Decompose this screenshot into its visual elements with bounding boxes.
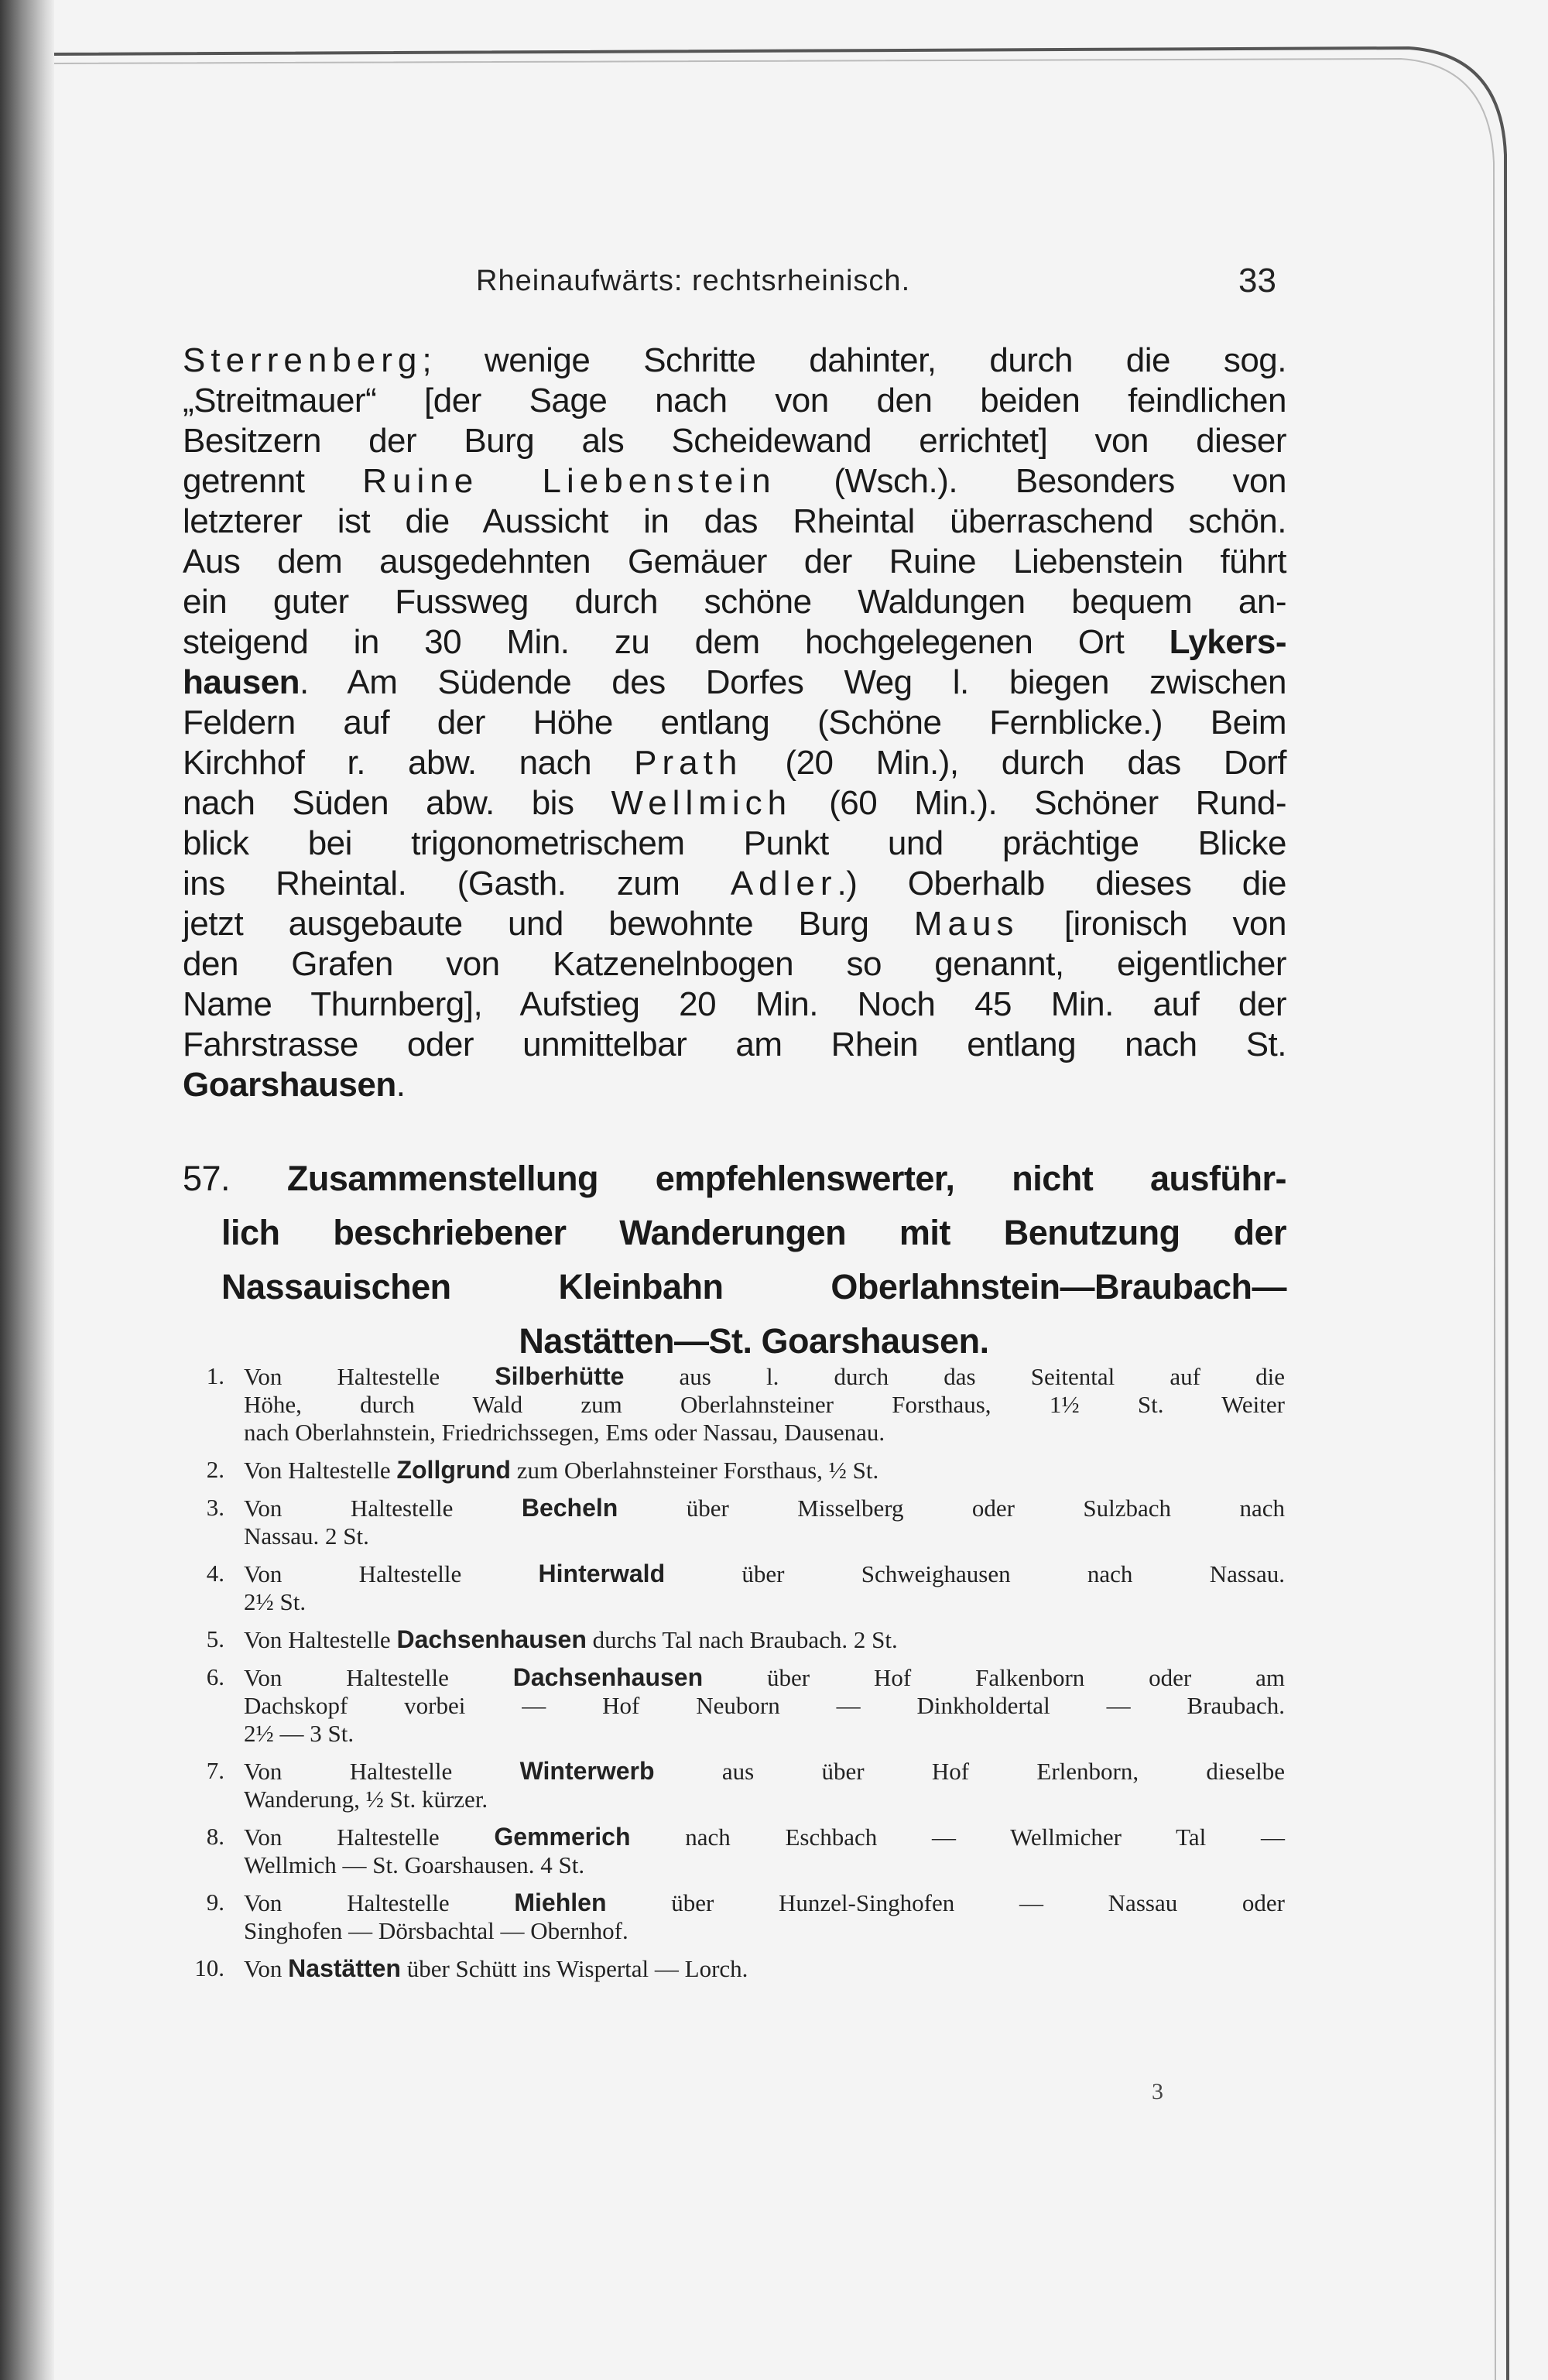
page-header: [0, 262, 1548, 311]
text-run: (Wsch.). Besonders von: [776, 462, 1286, 500]
text-run: Feldern auf der Höhe entlang (Schöne Fernblicke.) Beim: [183, 704, 1286, 741]
text-line: [244, 1522, 1285, 1550]
text-line: [244, 1560, 1285, 1588]
text-run: Singhofen — Dörsbachtal — Obernhof.: [244, 1917, 628, 1944]
text-line: [183, 864, 1286, 904]
item-number: 5.: [206, 1625, 224, 1652]
text-run: jetzt ausgebaute und bewohnte Burg: [183, 905, 914, 943]
text-run: .: [396, 1066, 406, 1104]
text-line: [244, 1494, 1285, 1522]
text-line: [244, 1391, 1285, 1419]
text-line: [244, 1889, 1285, 1917]
text-run: Besitzern der Burg als Scheidewand errichtet] von dieser: [183, 422, 1286, 460]
body-paragraph: [183, 341, 1286, 1105]
text-run: Von Haltestelle: [244, 1824, 495, 1851]
text-run: Von Haltestelle: [244, 1363, 495, 1390]
item-number: 6.: [206, 1663, 224, 1690]
text-run: Von Haltestelle: [244, 1889, 515, 1916]
text-line: [183, 542, 1286, 582]
text-run: [ironisch von: [1019, 905, 1286, 943]
spaced-emphasis: Maus: [913, 905, 1019, 943]
list-item: [186, 1560, 1285, 1616]
list-item: [186, 1757, 1285, 1813]
text-run: Dachskopf vorbei — Hof Neuborn — Dinkholdertal — Braubach.: [244, 1692, 1285, 1719]
text-run: Von Haltestelle: [244, 1560, 539, 1587]
bold-text: Winterwerb: [519, 1757, 655, 1785]
text-run: über Schweighausen nach Nassau.: [665, 1560, 1285, 1587]
text-run: .) Oberhalb dieses die: [837, 865, 1286, 902]
signature-mark: 3: [1152, 2079, 1163, 2104]
text-line: [183, 663, 1286, 703]
text-line: [244, 1917, 1285, 1945]
list-item: [186, 1625, 1285, 1654]
text-run: nach Eschbach — Wellmicher Tal —: [630, 1824, 1285, 1851]
text-run: 2½ St.: [244, 1588, 307, 1615]
bold-text: Hinterwald: [538, 1560, 666, 1587]
text-line: [183, 985, 1286, 1025]
text-line: [244, 1588, 1285, 1616]
text-run: aus l. durch das Seitental auf die: [624, 1363, 1285, 1390]
text-run: zum Oberlahnsteiner Forsthaus, ½ St.: [510, 1457, 879, 1484]
text-line: [244, 1456, 1285, 1485]
text-run: (60 Min.). Schöner Rund-: [792, 784, 1286, 822]
spaced-emphasis: Sterrenberg: [183, 341, 423, 379]
text-line: [183, 824, 1286, 864]
text-line: [183, 703, 1286, 743]
text-line: [183, 341, 1286, 381]
text-line: [244, 1625, 1285, 1654]
list-item: [186, 1823, 1285, 1879]
running-title: Rheinaufwärts: rechtsrheinisch.: [476, 265, 911, 297]
text-run: ; wenige Schritte dahinter, durch die sog.: [422, 341, 1286, 379]
text-line: [183, 1065, 1286, 1105]
bold-text: Dachsenhausen: [512, 1663, 704, 1691]
text-run: getrennt: [183, 462, 363, 500]
text-run: durchs Tal nach Braubach. 2 St.: [586, 1626, 898, 1653]
text-run: Nassau. 2 St.: [244, 1522, 369, 1550]
heading-line: Nastätten—St. Goarshausen.: [519, 1321, 989, 1361]
spaced-emphasis: Prath: [634, 744, 743, 782]
heading-line: Nassauischen Kleinbahn Oberlahnstein—Braubach—: [221, 1267, 1286, 1306]
text-run: Wellmich — St. Goarshausen. 4 St.: [244, 1851, 585, 1878]
text-line: [183, 783, 1286, 824]
text-line: [183, 1025, 1286, 1065]
text-run: über Schütt ins Wispertal — Lorch.: [400, 1955, 748, 1982]
item-number: 2.: [206, 1456, 224, 1483]
text-run: Von Haltestelle: [244, 1664, 513, 1691]
text-run: Höhe, durch Wald zum Oberlahnsteiner Forsthaus, 1½ St. Weiter: [244, 1391, 1285, 1418]
text-run: steigend in 30 Min. zu dem hochgelegenen Ort: [183, 623, 1170, 661]
section-number: 57.: [183, 1159, 231, 1198]
text-line: [183, 582, 1286, 622]
item-number: 4.: [206, 1560, 224, 1587]
text-line: [183, 461, 1286, 502]
list-item: [186, 1663, 1285, 1748]
text-run: Kirchhof r. abw. nach: [183, 744, 635, 782]
bold-text: Lykers-: [1169, 623, 1286, 661]
text-run: über Hunzel-Singhofen — Nassau oder: [606, 1889, 1285, 1916]
bold-text: Gemmerich: [494, 1823, 631, 1851]
text-run: Von Haltestelle: [244, 1626, 397, 1653]
text-run: blick bei trigonometrischem Punkt und prächtige Blicke: [183, 824, 1286, 862]
text-run: aus über Hof Erlenborn, dieselbe: [654, 1758, 1285, 1785]
text-run: über Misselberg oder Sulzbach nach: [618, 1495, 1286, 1522]
bold-text: Nastätten: [288, 1954, 401, 1982]
list-item: [186, 1494, 1285, 1550]
text-line: [244, 1419, 1285, 1447]
section-heading: [183, 1152, 1286, 1368]
spaced-emphasis: Adler: [730, 865, 837, 902]
text-run: Aus dem ausgedehnten Gemäuer der Ruine Liebenstein führt: [183, 543, 1286, 580]
text-line: [183, 904, 1286, 944]
text-line: [183, 502, 1286, 542]
text-run: Von: [244, 1955, 289, 1982]
bold-text: Miehlen: [514, 1889, 607, 1916]
bold-text: hausen: [183, 663, 300, 701]
text-line: [244, 1362, 1285, 1391]
heading-line: Zusammenstellung empfehlenswerter, nicht ausführ-: [286, 1159, 1286, 1198]
list-item: [186, 1362, 1285, 1447]
list-item: [186, 1456, 1285, 1485]
item-number: 8.: [206, 1823, 224, 1850]
text-line: [244, 1786, 1285, 1813]
walk-list: [186, 1362, 1285, 1992]
text-line: [183, 381, 1286, 421]
bold-text: Silberhütte: [495, 1362, 625, 1390]
item-number: 10.: [194, 1954, 224, 1981]
text-line: [244, 1851, 1285, 1879]
text-line: [244, 1757, 1285, 1786]
text-run: nach Oberlahnstein, Friedrichssegen, Ems oder Nassau, Dausenau.: [244, 1419, 885, 1446]
text-run: Wanderung, ½ St. kürzer.: [244, 1786, 488, 1813]
text-run: 2½ — 3 St.: [244, 1720, 354, 1747]
text-run: Von Haltestelle: [244, 1758, 520, 1785]
bold-text: Becheln: [521, 1494, 618, 1522]
text-line: [183, 622, 1286, 663]
text-line: [244, 1720, 1285, 1748]
list-item: [186, 1889, 1285, 1945]
spaced-emphasis: Wellmich: [611, 784, 793, 822]
text-run: Name Thurnberg], Aufstieg 20 Min. Noch 45 Min. auf der: [183, 985, 1286, 1023]
text-line: [183, 421, 1286, 461]
text-run: Von Haltestelle: [244, 1457, 397, 1484]
text-run: ein guter Fussweg durch schöne Waldungen bequem an-: [183, 583, 1286, 621]
text-line: [244, 1954, 1285, 1983]
page-number: 33: [1238, 262, 1276, 300]
text-run: Fahrstrasse oder unmittelbar am Rhein entlang nach St.: [183, 1026, 1286, 1063]
text-run: über Hof Falkenborn oder am: [703, 1664, 1285, 1691]
text-line: [244, 1692, 1285, 1720]
item-number: 3.: [206, 1494, 224, 1521]
heading-line: lich beschriebener Wanderungen mit Benutzung der: [221, 1213, 1286, 1252]
text-run: den Grafen von Katzenelnbogen so genannt, eigentlicher: [183, 945, 1286, 983]
bold-text: Goarshausen: [183, 1066, 396, 1104]
bold-text: Dachsenhausen: [396, 1625, 587, 1653]
item-number: 7.: [206, 1757, 224, 1784]
bold-text: Zollgrund: [396, 1456, 511, 1484]
text-run: letzterer ist die Aussicht in das Rheintal überraschend schön.: [183, 502, 1286, 540]
text-line: [183, 944, 1286, 985]
text-run: „Streitmauer“ [der Sage nach von den beiden feindlichen: [183, 382, 1286, 419]
text-run: nach Süden abw. bis: [183, 784, 611, 822]
list-item: [186, 1954, 1285, 1983]
spaced-emphasis: Ruine Liebenstein: [362, 462, 776, 500]
text-line: [244, 1663, 1285, 1692]
item-number: 9.: [206, 1889, 224, 1916]
item-number: 1.: [206, 1362, 224, 1389]
text-run: . Am Südende des Dorfes Weg l. biegen zwischen: [300, 663, 1286, 701]
text-line: [183, 743, 1286, 783]
text-run: Von Haltestelle: [244, 1495, 522, 1522]
text-run: ins Rheintal. (Gasth. zum: [183, 865, 731, 902]
text-run: (20 Min.), durch das Dorf: [742, 744, 1286, 782]
text-line: [244, 1823, 1285, 1851]
